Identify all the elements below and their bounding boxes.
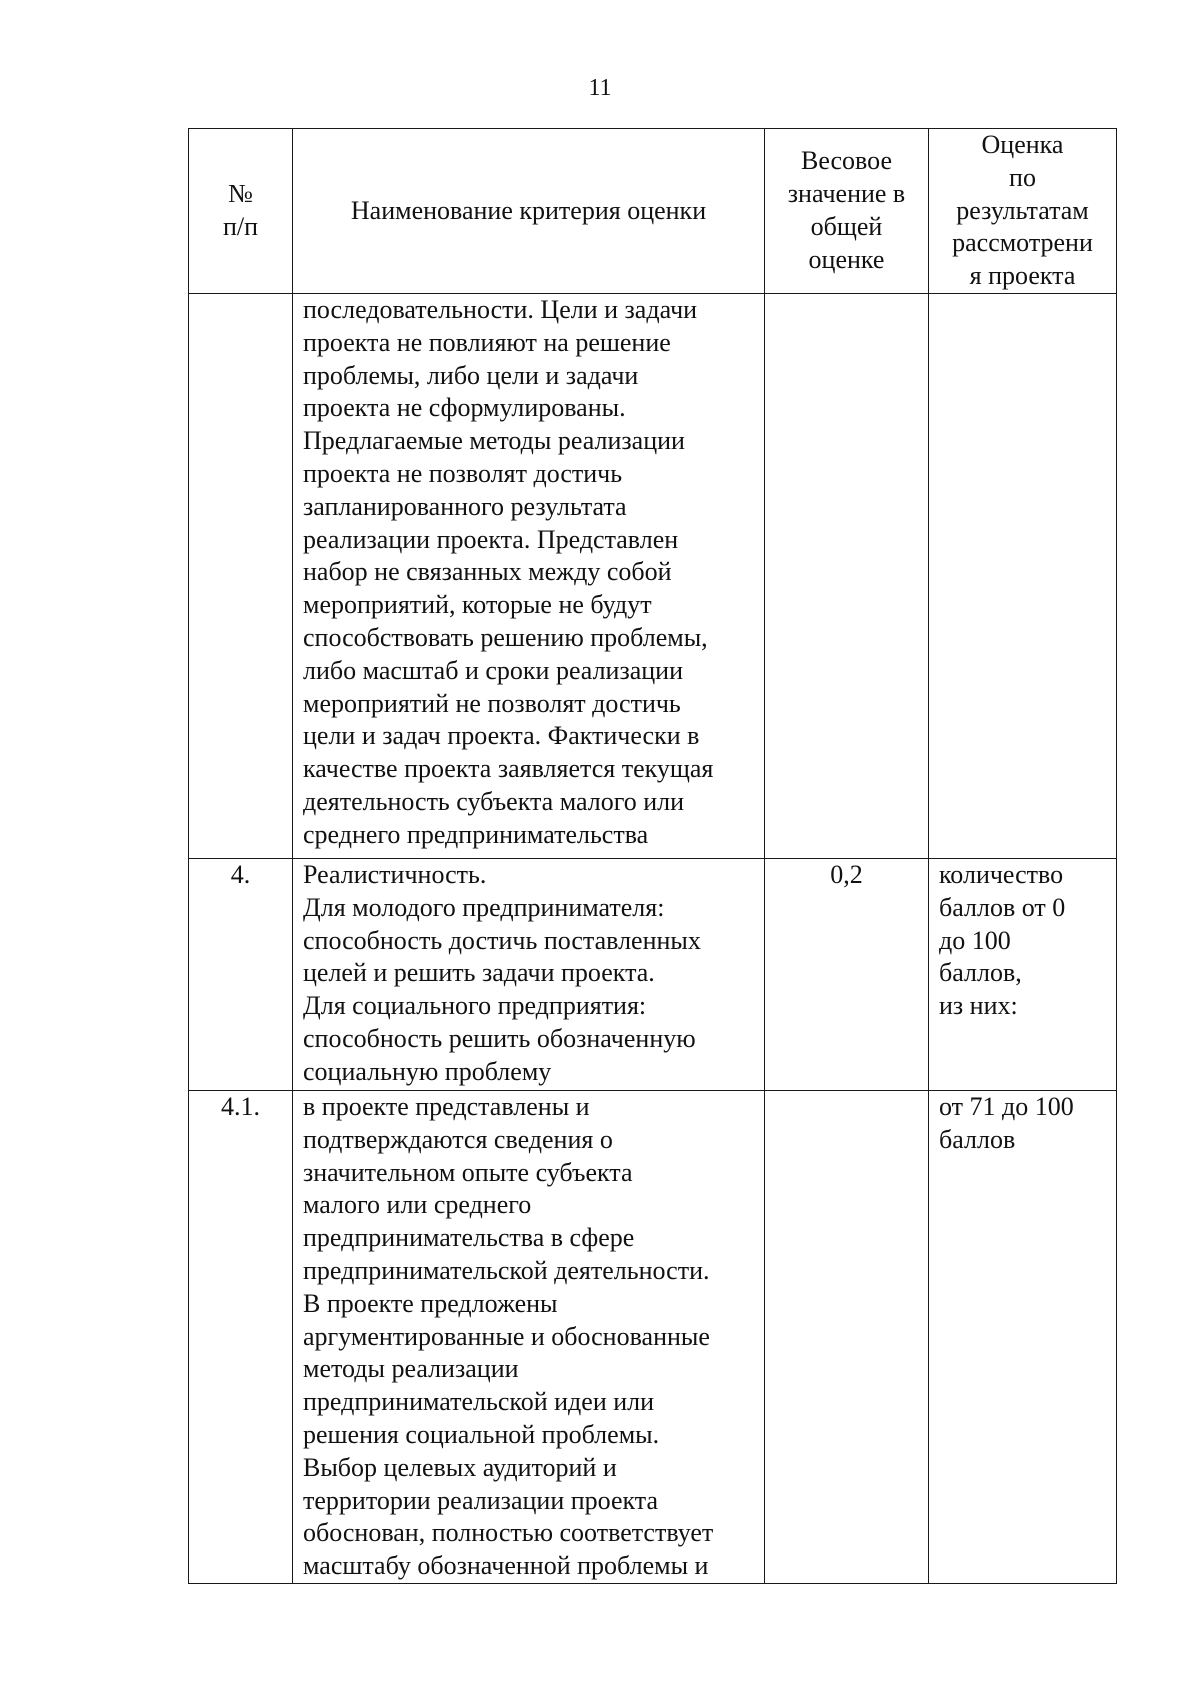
text-line: баллов от 0: [939, 892, 1066, 922]
header-num: [189, 129, 293, 294]
text-line: Наименование критерия оценки: [350, 195, 707, 225]
text-line: проблемы, либо цели и задачи: [303, 360, 639, 390]
row-criterion: [293, 858, 765, 1090]
row-criterion: [293, 293, 765, 858]
page-number: 11: [588, 75, 612, 101]
text-line: предпринимательской деятельности.: [303, 1255, 710, 1285]
text-line: Для социального предприятия:: [303, 991, 647, 1021]
text-line: подтверждаются сведения о: [303, 1124, 613, 1154]
text-line: социальную проблему: [303, 1056, 552, 1086]
text-line: предпринимательства в сфере: [303, 1223, 635, 1253]
text-line: количество: [939, 859, 1064, 889]
text-line: баллов: [939, 1124, 1016, 1154]
text-line: способствовать решению проблемы,: [303, 622, 708, 652]
text-line: №: [228, 179, 253, 209]
table-header-row: [189, 129, 1117, 294]
text-line: деятельность субъекта малого или: [303, 786, 685, 816]
text-line: качестве проекта заявляется текущая: [303, 754, 714, 784]
text-line: мероприятий не позволят достичь: [303, 688, 681, 718]
text-line: целей и решить задачи проекта.: [303, 958, 655, 988]
text-line: обоснован, полностью соответствует: [303, 1518, 714, 1548]
row-num: 4.1.: [189, 1090, 293, 1583]
text-line: набор не связанных между собой: [303, 557, 672, 587]
table-row: [189, 293, 1117, 858]
header-name: [293, 129, 765, 294]
text-line: мероприятий, которые не будут: [303, 590, 652, 620]
text-line: либо масштаб и сроки реализации: [303, 655, 684, 685]
text-line: В проекте предложены: [303, 1288, 558, 1318]
row-weight: 0,2: [765, 858, 929, 1090]
header-weight: [765, 129, 929, 294]
text-line: запланированного результата: [303, 491, 627, 521]
row-score: [929, 858, 1117, 1090]
text-line: результатам: [956, 195, 1089, 225]
criteria-table: [188, 128, 1117, 1584]
text-line: малого или среднего: [303, 1190, 532, 1220]
text-line: баллов,: [939, 958, 1022, 988]
row-num: [189, 293, 293, 858]
text-line: из них:: [939, 991, 1018, 1021]
text-line: цели и задач проекта. Фактически в: [303, 721, 700, 751]
text-line: я проекта: [969, 261, 1076, 291]
text-line: проекта не повлияют на решение: [303, 327, 671, 357]
row-num: 4.: [189, 858, 293, 1090]
text-line: до 100: [939, 925, 1011, 955]
text-line: аргументированные и обоснованные: [303, 1321, 710, 1351]
text-line: Предлагаемые методы реализации: [303, 426, 685, 456]
text-line: способность решить обозначенную: [303, 1023, 696, 1053]
row-weight: [765, 1090, 929, 1583]
text-line: оценке: [808, 244, 885, 274]
text-line: значительном опыте субъекта: [303, 1157, 633, 1187]
row-weight: [765, 293, 929, 858]
text-line: значение в: [787, 179, 906, 209]
text-line: в проекте представлены и: [303, 1091, 590, 1121]
text-line: территории реализации проекта: [303, 1485, 659, 1515]
text-line: п/п: [222, 211, 259, 241]
text-line: способность достичь поставленных: [303, 925, 701, 955]
text-line: Для молодого предпринимателя:: [303, 892, 665, 922]
text-line: Выбор целевых аудиторий и: [303, 1452, 617, 1482]
text-line: методы реализации: [303, 1354, 519, 1384]
text-line: Реалистичность.: [303, 859, 487, 889]
text-line: Оценка: [981, 130, 1064, 159]
text-line: проекта не сформулированы.: [303, 393, 626, 423]
text-line: масштабу обозначенной проблемы и: [303, 1551, 709, 1581]
table-row: [189, 858, 1117, 1090]
text-line: предпринимательской идеи или: [303, 1387, 655, 1417]
text-line: реализации проекта. Представлен: [303, 524, 679, 554]
row-criterion: [293, 1090, 765, 1583]
row-score: [929, 1090, 1117, 1583]
text-line: последовательности. Цели и задачи: [303, 294, 698, 324]
text-line: по: [1009, 162, 1036, 192]
header-score: [929, 129, 1117, 294]
row-score: [929, 293, 1117, 858]
text-line: проекта не позволят достичь: [303, 458, 623, 488]
text-line: Весовое: [800, 146, 893, 176]
table-row: [189, 1090, 1117, 1583]
text-line: решения социальной проблемы.: [303, 1419, 660, 1449]
text-line: среднего предпринимательства: [303, 819, 649, 849]
text-line: общей: [810, 211, 883, 241]
text-line: от 71 до 100: [939, 1091, 1074, 1121]
text-line: рассмотрени: [952, 228, 1093, 258]
